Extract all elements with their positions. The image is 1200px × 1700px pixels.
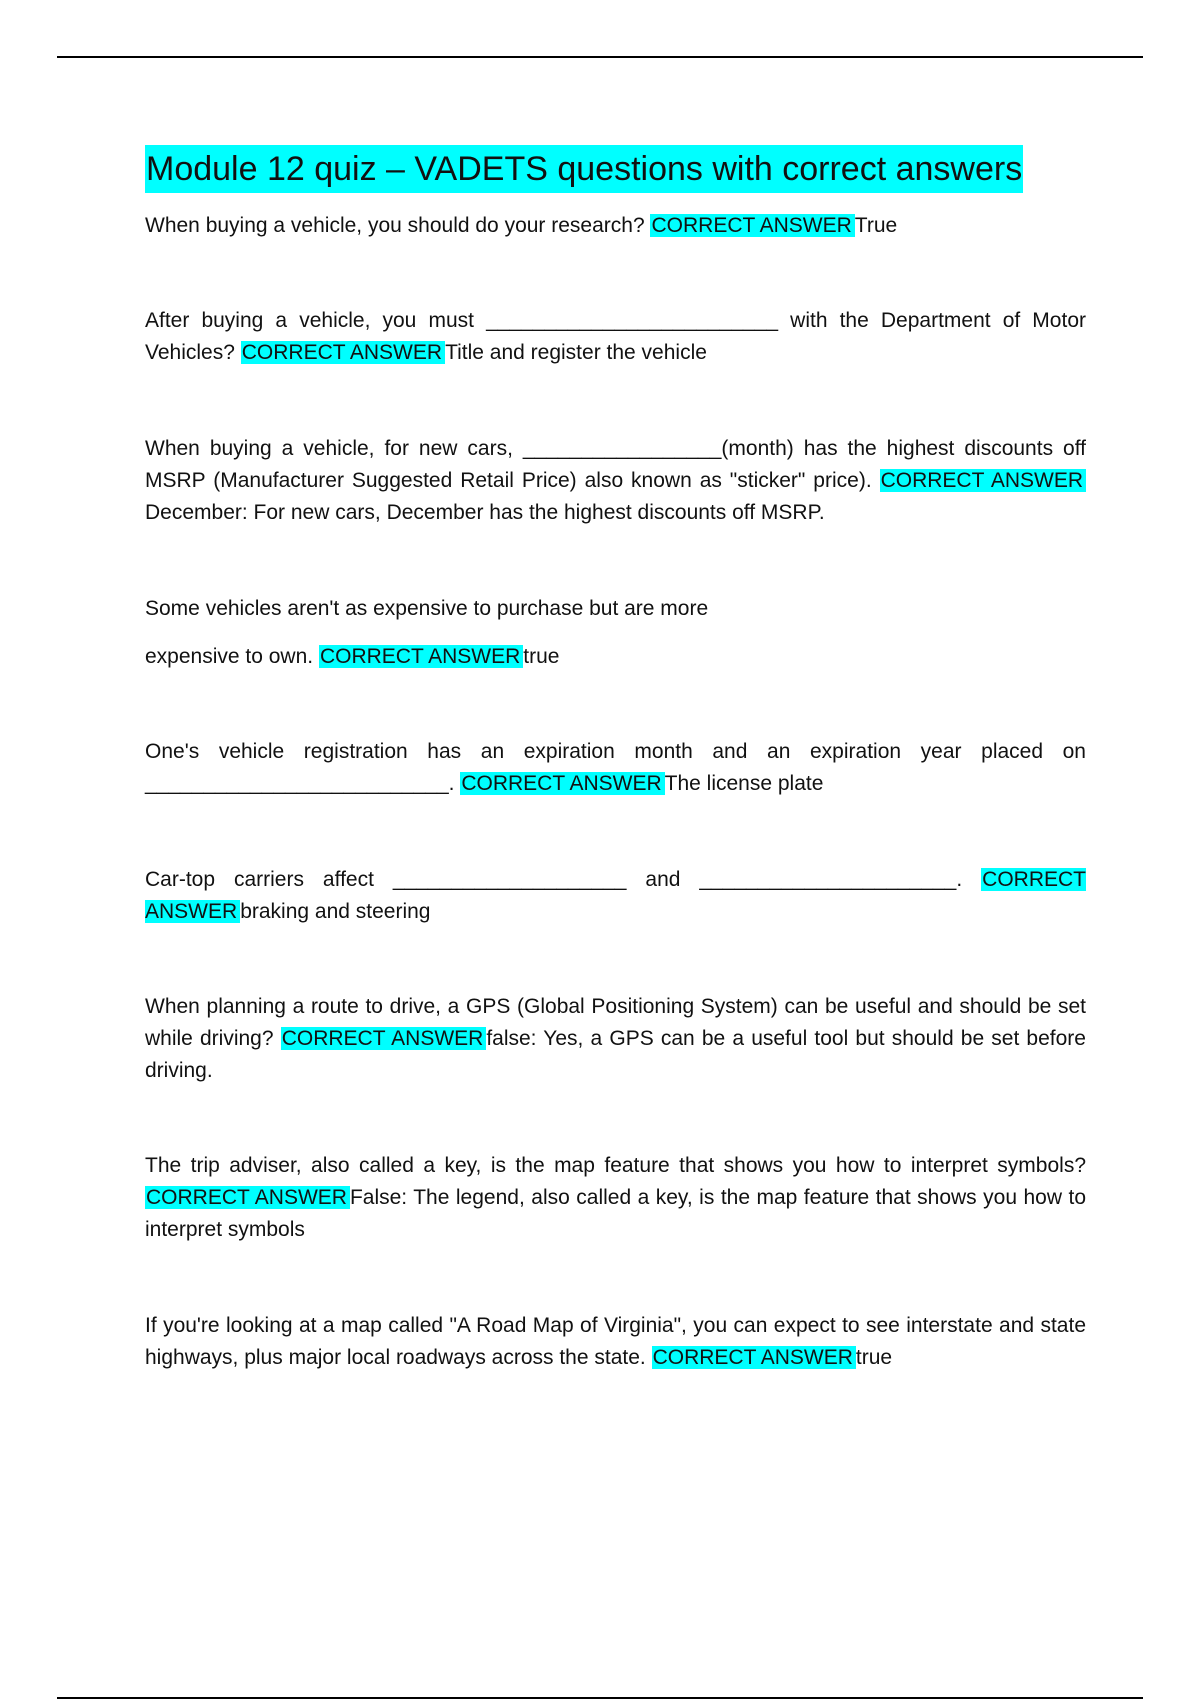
answer-text: The license plate [664,772,824,795]
question-text: After buying a vehicle, you must _________________________ with the Department of Motor Vehicles? [145,309,1086,364]
correct-answer-label: CORRECT ANSWER [650,214,854,237]
document-body [145,145,1086,1374]
question-text: If you're looking at a map called "A Road Map of Virginia", you can expect to see interstate and state highways, plus major local roadways across the state. [145,1314,1086,1369]
answer-text: True [854,214,898,237]
document-title: Module 12 quiz – VADETS questions with correct answers [145,145,1023,193]
answer-text: true [523,645,560,668]
question-text: When buying a vehicle, you should do your research? [145,214,645,237]
question-text: expensive to own. [145,645,314,668]
question-text: When planning a route to drive, a GPS (Global Positioning System) can be useful and should be set while driving? [145,995,1086,1050]
qa-item-6 [145,864,1086,928]
qa-item-4-question [145,593,1086,625]
page-bottom-rule [57,1697,1143,1699]
qa-item-2 [145,305,1086,369]
qa-item-8 [145,1150,1086,1246]
qa-item-7 [145,991,1086,1087]
answer-text: December: For new cars, December has the highest discounts off MSRP. [145,501,825,524]
correct-answer-label: CORRECT ANSWER [145,868,1086,923]
answer-text: true [855,1346,893,1369]
question-text: Car-top carriers affect ____________________ and ______________________. [145,868,963,891]
qa-item-3 [145,433,1086,529]
answer-text: False: The legend, also called a key, is the map feature that shows you how to interpret symbols [145,1186,1087,1241]
question-text: Some vehicles aren't as expensive to purchase but are more [145,597,709,620]
question-text: One's vehicle registration has an expiration month and an expiration year placed on __________________________. [145,740,1086,795]
qa-item-1 [145,210,1086,242]
answer-text: false: Yes, a GPS can be a useful tool but should be set before driving. [145,1027,1086,1082]
answer-text: braking and steering [240,900,431,923]
correct-answer-label: CORRECT ANSWER [241,341,445,364]
correct-answer-label: CORRECT ANSWER [319,645,523,668]
correct-answer-label: CORRECT ANSWER [281,1027,487,1050]
qa-item-4 [145,641,1086,673]
correct-answer-label: CORRECT ANSWER [652,1346,856,1369]
correct-answer-label: CORRECT ANSWER [460,772,664,795]
question-text: The trip adviser, also called a key, is the map feature that shows you how to interpret symbols? [145,1154,1086,1177]
qa-item-9 [145,1310,1086,1374]
correct-answer-label: CORRECT ANSWER [880,469,1086,492]
qa-item-5 [145,736,1086,800]
question-text: When buying a vehicle, for new cars, _________________(month) has the highest discounts off MSRP (Manufacturer Suggested Retail Price) also known as "sticker" price). [145,437,1086,492]
page-top-rule [57,56,1143,58]
answer-text: Title and register the vehicle [445,341,707,364]
correct-answer-label: CORRECT ANSWER [145,1186,350,1209]
